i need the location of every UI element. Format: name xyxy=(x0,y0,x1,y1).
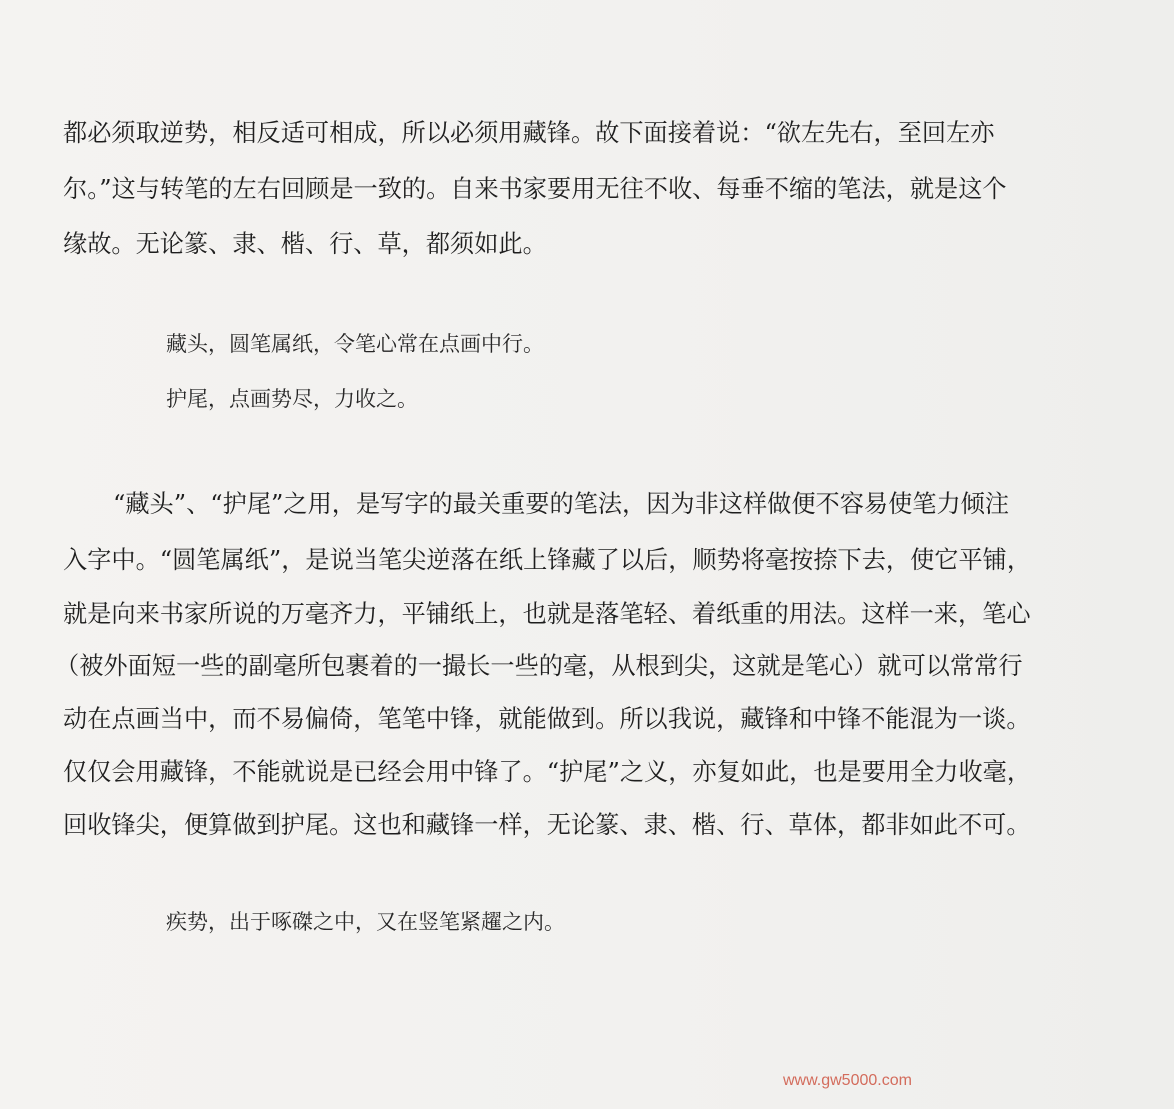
paragraph-2-line-2: 入字中。“圆笔属纸”，是说当笔尖逆落在纸上锋藏了以后，顺势将毫按捺下去，使它平铺， xyxy=(63,546,1032,574)
paragraph-2-line-6: 仅仅会用藏锋，不能就说是已经会用中锋了。“护尾”之义，亦复如此，也是要用全力收毫， xyxy=(63,758,1032,786)
quote-1-line-1: 藏头，圆笔属纸，令笔心常在点画中行。 xyxy=(166,332,544,356)
paragraph-2-line-7: 回收锋尖，便算做到护尾。这也和藏锋一样，无论篆、隶、楷、行、草体，都非如此不可。 xyxy=(63,811,1031,839)
quote-1-line-2: 护尾，点画势尽，力收之。 xyxy=(166,387,418,411)
quote-2-line-1: 疾势，出于啄磔之中，又在竖笔紧趯之内。 xyxy=(166,910,565,934)
paragraph-2-line-3: 就是向来书家所说的万毫齐力，平铺纸上，也就是落笔轻、着纸重的用法。这样一来，笔心 xyxy=(63,600,1031,628)
paragraph-2-line-4: （被外面短一些的副毫所包裹着的一撮长一些的毫，从根到尖，这就是笔心）就可以常常行 xyxy=(55,652,1023,680)
paragraph-1-line-2: 尔。”这与转笔的左右回顾是一致的。自来书家要用无往不收、每垂不缩的笔法，就是这个 xyxy=(63,175,1007,203)
paragraph-1-line-3: 缘故。无论篆、隶、楷、行、草，都须如此。 xyxy=(63,230,547,258)
site-watermark: www.gw5000.com xyxy=(783,1072,912,1089)
paragraph-1-line-1: 都必须取逆势，相反适可相成，所以必须用藏锋。故下面接着说：“欲左先右，至回左亦 xyxy=(63,119,995,147)
paragraph-2-line-1: “藏头”、“护尾”之用，是写字的最关重要的笔法，因为非这样做便不容易使笔力倾注 xyxy=(113,490,1010,518)
paragraph-2-line-5: 动在点画当中，而不易偏倚，笔笔中锋，就能做到。所以我说，藏锋和中锋不能混为一谈。 xyxy=(63,705,1031,733)
